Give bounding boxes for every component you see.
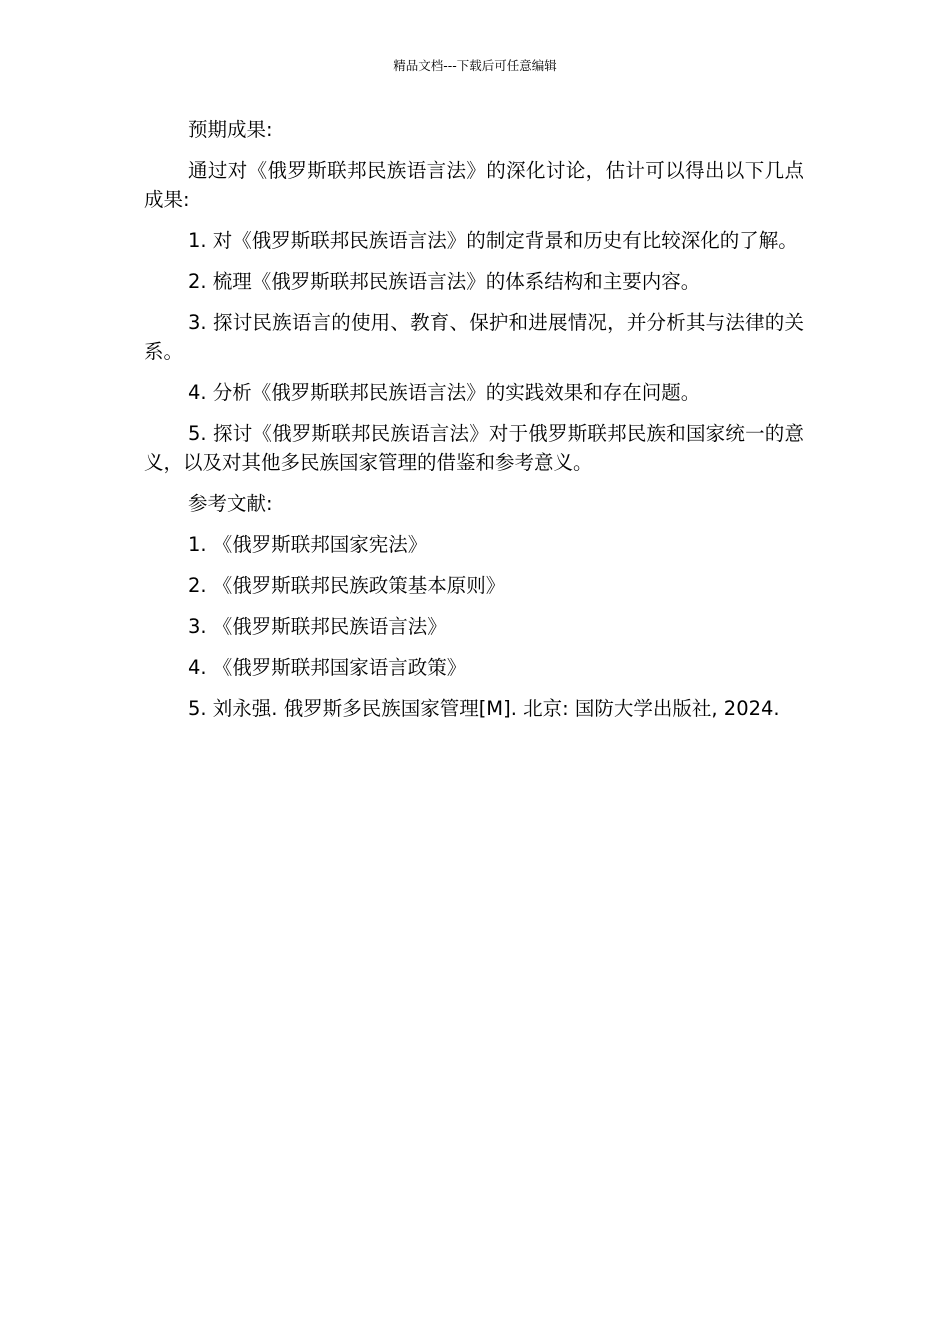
reference-item-1: 1. 《俄罗斯联邦国家宪法》 (188, 533, 428, 556)
reference-item-4: 4. 《俄罗斯联邦国家语言政策》 (188, 656, 467, 679)
outcome-item-2: 2. 梳理《俄罗斯联邦民族语言法》的体系结构和主要内容。 (188, 270, 701, 293)
outcome-item-3: 3. 探讨民族语言的使用、教育、保护和进展情况，并分析其与法律的关系。 (144, 311, 804, 363)
outcomes-intro: 通过对《俄罗斯联邦民族语言法》的深化讨论，估计可以得出以下几点成果: (144, 159, 804, 211)
reference-item-2: 2. 《俄罗斯联邦民族政策基本原则》 (188, 574, 506, 597)
reference-item-5: 5. 刘永强. 俄罗斯多民族国家管理[M]. 北京: 国防大学出版社, 2024. (188, 697, 780, 720)
outcome-item-1: 1. 对《俄罗斯联邦民族语言法》的制定背景和历史有比较深化的了解。 (188, 229, 798, 252)
outcome-item-4: 4. 分析《俄罗斯联邦民族语言法》的实践效果和存在问题。 (188, 381, 701, 404)
outcome-item-5: 5. 探讨《俄罗斯联邦民族语言法》对于俄罗斯联邦民族和国家统一的意义，以及对其他多民族国家管理的借鉴和参考意义。 (144, 422, 804, 474)
document-body (144, 115, 804, 735)
page-header: 精品文档---下载后可任意编辑 (393, 58, 557, 73)
references-heading: 参考文献: (188, 492, 273, 515)
reference-item-3: 3. 《俄罗斯联邦民族语言法》 (188, 615, 447, 638)
outcomes-heading: 预期成果: (188, 118, 273, 141)
